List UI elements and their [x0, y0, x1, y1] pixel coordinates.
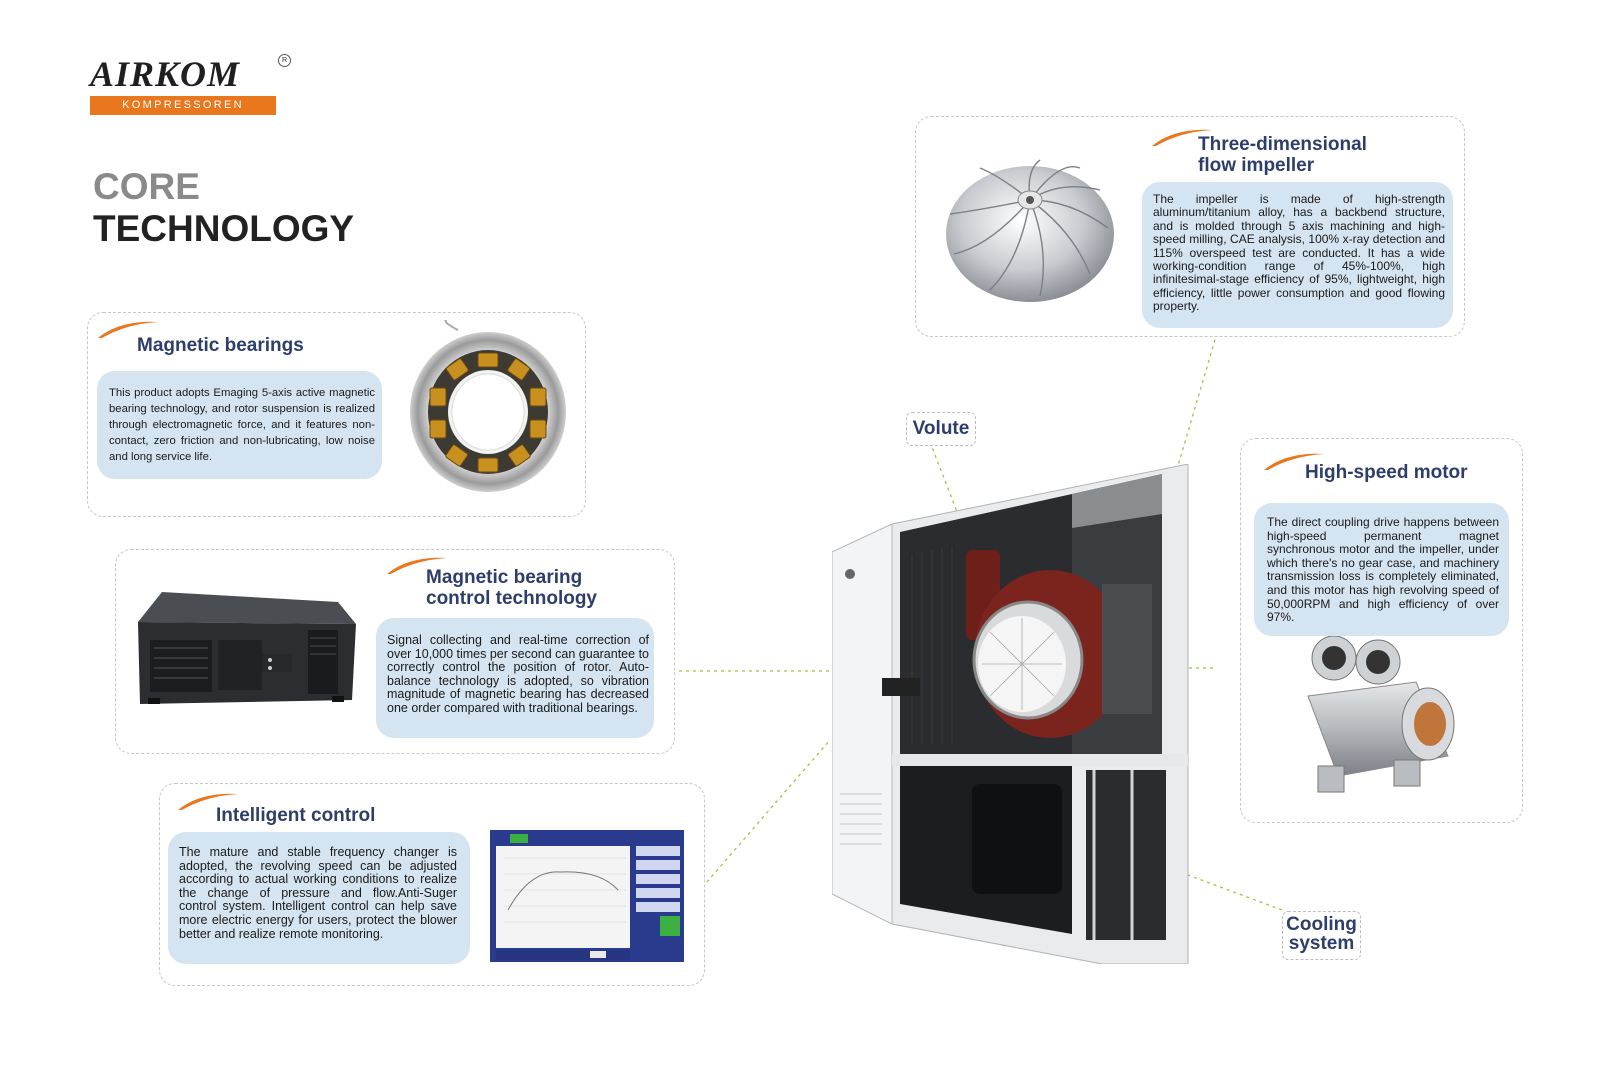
impeller-image: [940, 150, 1120, 306]
heading-line1: CORE: [93, 166, 200, 207]
card-title: Magnetic bearings: [137, 335, 304, 356]
brand-subtitle: KOMPRESSOREN: [90, 96, 276, 115]
hmi-screen-image: [490, 830, 684, 962]
brand-logo: AIRKOM: [90, 54, 241, 94]
label-cooling-line2: system: [1288, 933, 1355, 954]
blower-machine-image: [832, 464, 1192, 964]
card-title-line1: Magnetic bearing: [426, 567, 583, 588]
card-description: The direct coupling drive happens between high-speed permanent magnet synchronous motor and the impeller, under which there's no gear case, and machinery transmission loss is completely eliminated, and this motor has high revolving speed of 50,000RPM and high efficiency of over 97%.: [1267, 515, 1499, 625]
card-title: Intelligent control: [216, 805, 376, 826]
heading-line2: TECHNOLOGY: [93, 208, 355, 249]
card-description: This product adopts Emaging 5-axis active magnetic bearing technology, and rotor suspension is realized through electromagnetic force, and it features non-contact, zero friction and non-lubricating, low noise and long service life.: [109, 387, 375, 463]
card-title-line2: flow impeller: [1198, 155, 1315, 176]
connector-cooling: [1180, 872, 1282, 910]
label-cooling-line1: Cooling: [1286, 914, 1357, 935]
card-title-line1: Three-dimensional: [1198, 134, 1367, 155]
card-description: Signal collecting and real-time correction of over 10,000 times per second can guarantee to correctly control the position of rotor. Auto-balance technology is adopted, so vibration magnitude of magnetic bearing has decreased one order compared with traditional bearings.: [387, 633, 649, 715]
card-description: The mature and stable frequency changer is adopted, the revolving speed can be adjusted according to actual working conditions to realize the change of pressure and flow.Anti-Suger control system. Intelligent control can help save more electric energy for users, protect the blower better and realize remote monitoring.: [179, 845, 457, 941]
magnetic-bearing-image: [398, 320, 573, 500]
controller-box-image: [132, 588, 356, 708]
registered-mark: R: [278, 54, 291, 67]
motor-image: [1298, 636, 1466, 816]
card-title-line2: control technology: [426, 588, 597, 609]
connector-intelligent: [693, 740, 830, 898]
label-volute: Volute: [906, 412, 976, 446]
label-cooling-system: [1282, 911, 1361, 960]
card-description: The impeller is made of high-strength aluminum/titanium alloy, has a backbend structure, and is molded through 5 axis machining and high-speed milling, CAE analysis, 100% x-ray detection and 115% overspeed test are conducted. It has a wide working-condition range of 45%-100%, high infinitesimal-stage efficiency of 95%, lightweight, high efficiency, little power consumption and good flowing property.: [1153, 192, 1445, 314]
card-title: High-speed motor: [1305, 462, 1468, 483]
